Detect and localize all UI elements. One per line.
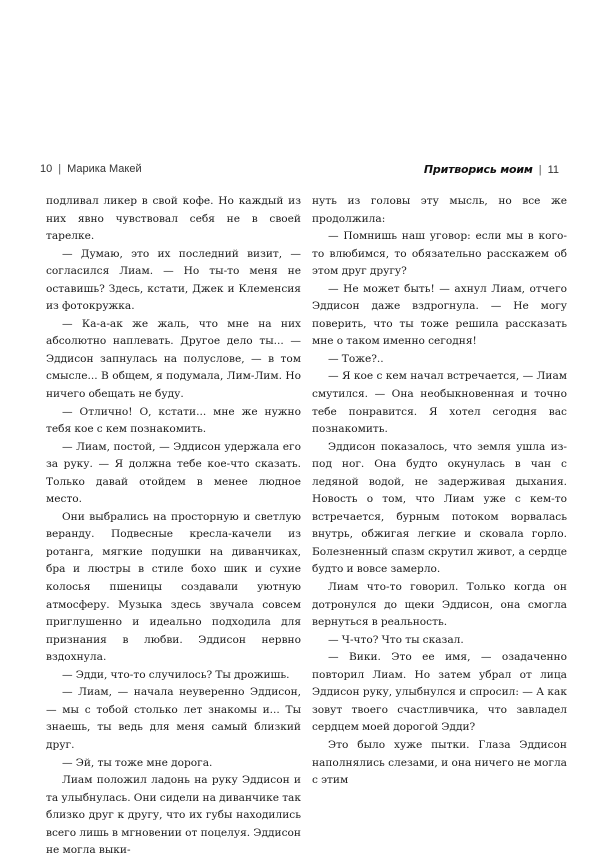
author-name: Марика Макей bbox=[67, 163, 142, 175]
paragraph: — Лиам, постой, — Эддисон удержала его за руку. — Я должна тебе кое-что сказать. Только давай отойдем в менее людное место. bbox=[46, 440, 301, 506]
paragraph: Они выбрались на просторную и светлую веранду. Подвесные кресла-качели из ротанга, мягкие подушки на диванчиках, бра и люстры в стиле бохо шик и сухие колосья пшеницы создавали уютную атмосферу. Музыка здесь звучала совсем приглушенно и идеально подходила для признания в любви. Эддисон нервно вздохнула. bbox=[46, 510, 301, 664]
right-page-text bbox=[312, 193, 567, 790]
right-header-separator: | bbox=[538, 164, 542, 176]
paragraph: Это было хуже пытки. Глаза Эддисон наполнялись слезами, и она ничего не могла с этим bbox=[312, 738, 567, 787]
paragraph: — Лиам, — начала неуверенно Эддисон, — мы с тобой столько лет знакомы и... Ты знаешь, ты ведь для меня самый близкий друг. bbox=[46, 686, 301, 751]
left-page-number: 10 bbox=[40, 163, 53, 175]
left-page-header bbox=[40, 163, 142, 175]
paragraph: — Не может быть! — ахнул Лиам, отчего Эддисон даже вздрогнула. — Не могу поверить, что ты тоже решила рассказать мне о таком именно сегодня! bbox=[312, 282, 567, 348]
paragraph: — Эй, ты тоже мне дорога. bbox=[62, 756, 213, 769]
right-page-header bbox=[424, 163, 559, 176]
paragraph: — Я кое с кем начал встречается, — Лиам смутился. — Она необыкновенная и точно тебе понравится. Я хотел сегодня вас познакомить. bbox=[312, 370, 567, 436]
paragraph: — Ка-а-ак же жаль, что мне на них абсолютно наплевать. Другое дело ты... — Эддисон запнулась на полуслове, — в том смысле... В общем, я подумала, Лим-Лим. Но ничего обещать не буду. bbox=[46, 317, 301, 401]
left-header-separator: | bbox=[58, 163, 62, 175]
paragraph: — Думаю, это их последний визит, — согласился Лиам. — Но ты-то меня не оставишь? Здесь, кстати, Джек и Клеменсия из фотокружка. bbox=[46, 247, 301, 313]
paragraph: — Вики. Это ее имя, — озадаченно повторил Лиам. Но затем убрал от лица Эддисон руку, улыбнулся и спросил: — А как зовут твоего счастливчика, что завладел сердцем моей дорогой Эдди? bbox=[312, 651, 567, 734]
paragraph: подливал ликер в свой кофе. Но каждый из них явно чувствовал себя не в своей тарелке. bbox=[46, 195, 301, 243]
paragraph: нуть из головы эту мысль, но все же продолжила: bbox=[312, 195, 567, 225]
book-title-logo: Притворись моим bbox=[423, 163, 533, 176]
paragraph: — Тоже?.. bbox=[328, 352, 384, 365]
paragraph: — Помнишь наш уговор: если мы в кого-то влюбимся, то обязательно расскажем об этом друг другу? bbox=[312, 230, 567, 278]
paragraph: Лиам что-то говорил. Только когда он дотронулся до щеки Эддисон, она смогла вернуться в реальность. bbox=[312, 581, 567, 629]
paragraph: — Эдди, что-то случилось? Ты дрожишь. bbox=[62, 668, 290, 681]
right-page-number: 11 bbox=[547, 164, 559, 176]
paragraph: Лиам положил ладонь на руку Эддисон и та улыбнулась. Они сидели на диванчике так близко друг к другу, что их губы находились всего лишь в мгновении от поцелуя. Эддисон не могла выки- bbox=[46, 774, 301, 857]
left-page-text bbox=[46, 193, 301, 860]
paragraph: — Ч-что? Что ты сказал. bbox=[328, 633, 464, 646]
paragraph: Эддисон показалось, что земля ушла из-под ног. Она будто окунулась в чан с ледяной водой, не задерживая дыхания. Новость о том, что Лиам уже с кем-то встречается, бурным потоком ворвалась внутрь, обжигая легкие и сковала горло. Болезненный спазм скрутил живот, а сердце будто и вовсе замерло. bbox=[312, 440, 567, 576]
paragraph: — Отлично! О, кстати... мне же нужно тебя кое с кем познакомить. bbox=[46, 405, 301, 436]
